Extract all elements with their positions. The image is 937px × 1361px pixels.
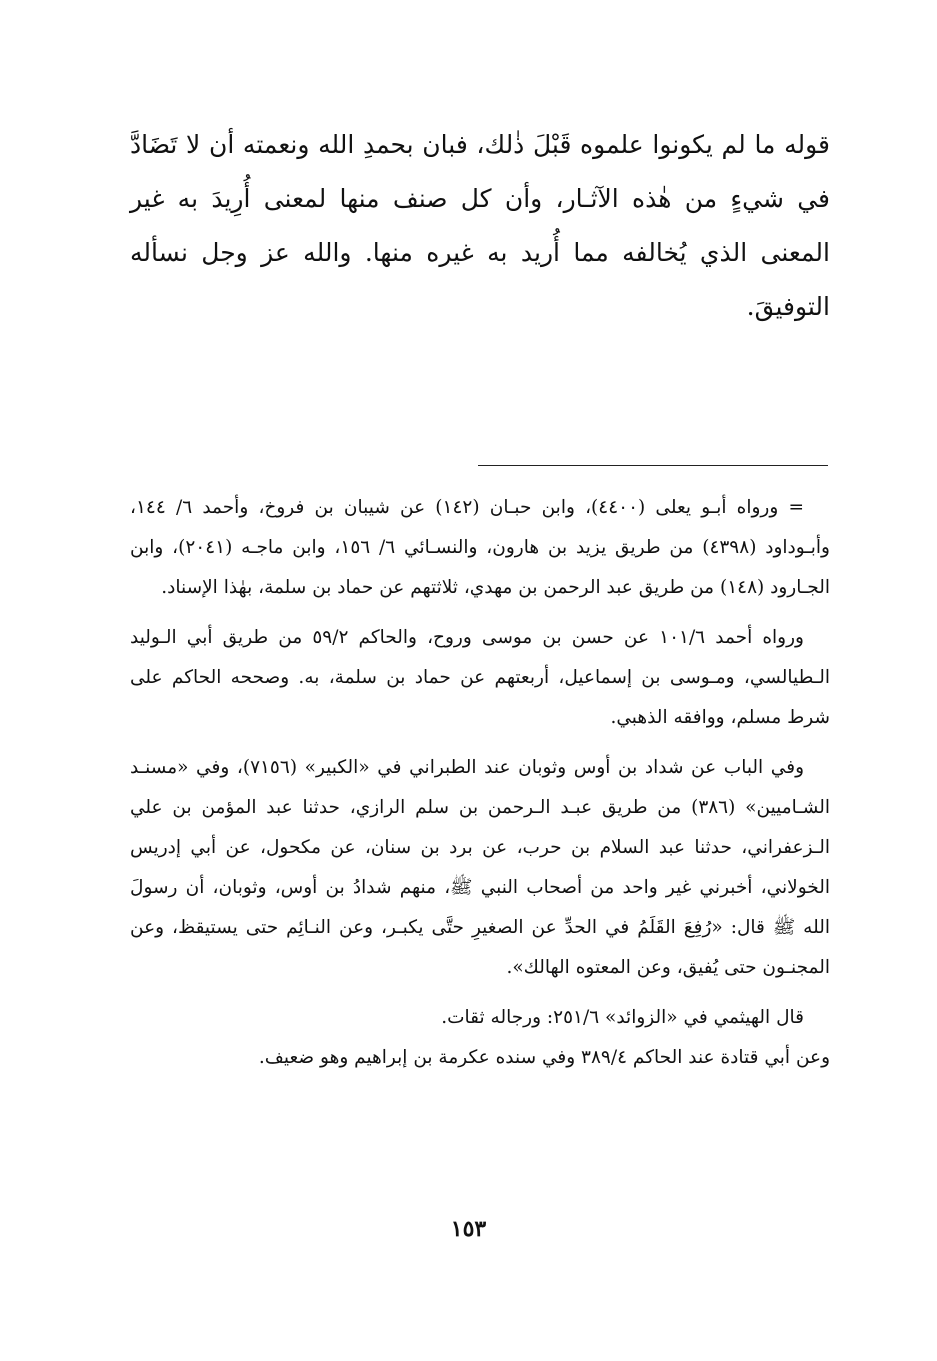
footnote-paragraph: قال الهيثمي في «الزوائد» ٢٥١/٦: ورجاله ثقات. — [441, 1007, 804, 1028]
footnote-paragraph: وفي الباب عن شداد بن أوس وثوبان عند الطبراني في «الكبير» (٧١٥٦)، وفي «مسنـد الشـاميين» (٣٨٦) من طريق عبـد الـرحمن بن سلم الرازي، حدثنا عبد المؤمن بن علي الـزعفراني، حدثنا عبد السلام بن حرب، عن برد بن سنان، عن مكحول، عن أبي إدريس الخولاني، أخبرني غير واحد من أصحاب النبي ﷺ، منهم شدادُ بن أوس، وثوبان، أن رسولَ الله ﷺ قال: «رُفِعَ القَلَمُ في الحدِّ عن الصغيرِ حتَّى يكبـر، وعن النـائِم حتى يستيقظ، وعن المجنـون حتى يُفيق، وعن المعتوه الهالك». — [130, 757, 830, 978]
page-number: ١٥٣ — [450, 1216, 487, 1242]
footnotes-block — [130, 488, 830, 1078]
main-text-block — [130, 118, 830, 334]
footnote-paragraph: ورواه أحمد ١٠١/٦ عن حسن بن موسى وروح، والحاكم ٥٩/٢ من طريق أبي الـوليد الـطيالسي، ومـوسى بن إسماعيل، أربعتهم عن حماد بن سلمة، به. وصححه الحاكم على شرط مسلم، ووافقه الذهبي. — [130, 627, 830, 728]
footnote-paragraph: وعن أبي قتادة عند الحاكم ٣٨٩/٤ وفي سنده عكرمة بن إبراهيم وهو ضعيف. — [258, 1047, 830, 1068]
main-paragraph: قوله ما لم يكونوا علموه قَبْلَ ذٰلك، فبان بحمدِ الله ونعمته أن لا تَضَادَّ في شيءٍ من هٰذه الآثـار، وأن كل صنف منها لمعنى أُرِيدَ به غير المعنى الذي يُخالفه مما أُريد به غيره منها. والله عز وجل نسأله التوفيقَ. — [130, 130, 830, 321]
footnote-continuation: = ورواه أبـو يعلى (٤٤٠٠)، وابن حبـان (١٤٢) عن شيبان بن فروخ، وأحمد ٦/ ١٤٤، وأبـوداود (٤٣٩٨) من طريق يزيد بن هارون، والنسـائي ٦/ ١٥٦، وابن ماجـه (٢٠٤١)، وابن الجـارود (١٤٨) من طريق عبد الرحمن بن مهدي، ثلاثتهم عن حماد بن سلمة، بهٰذا الإسناد. — [130, 497, 830, 598]
footnote-separator — [478, 465, 828, 466]
